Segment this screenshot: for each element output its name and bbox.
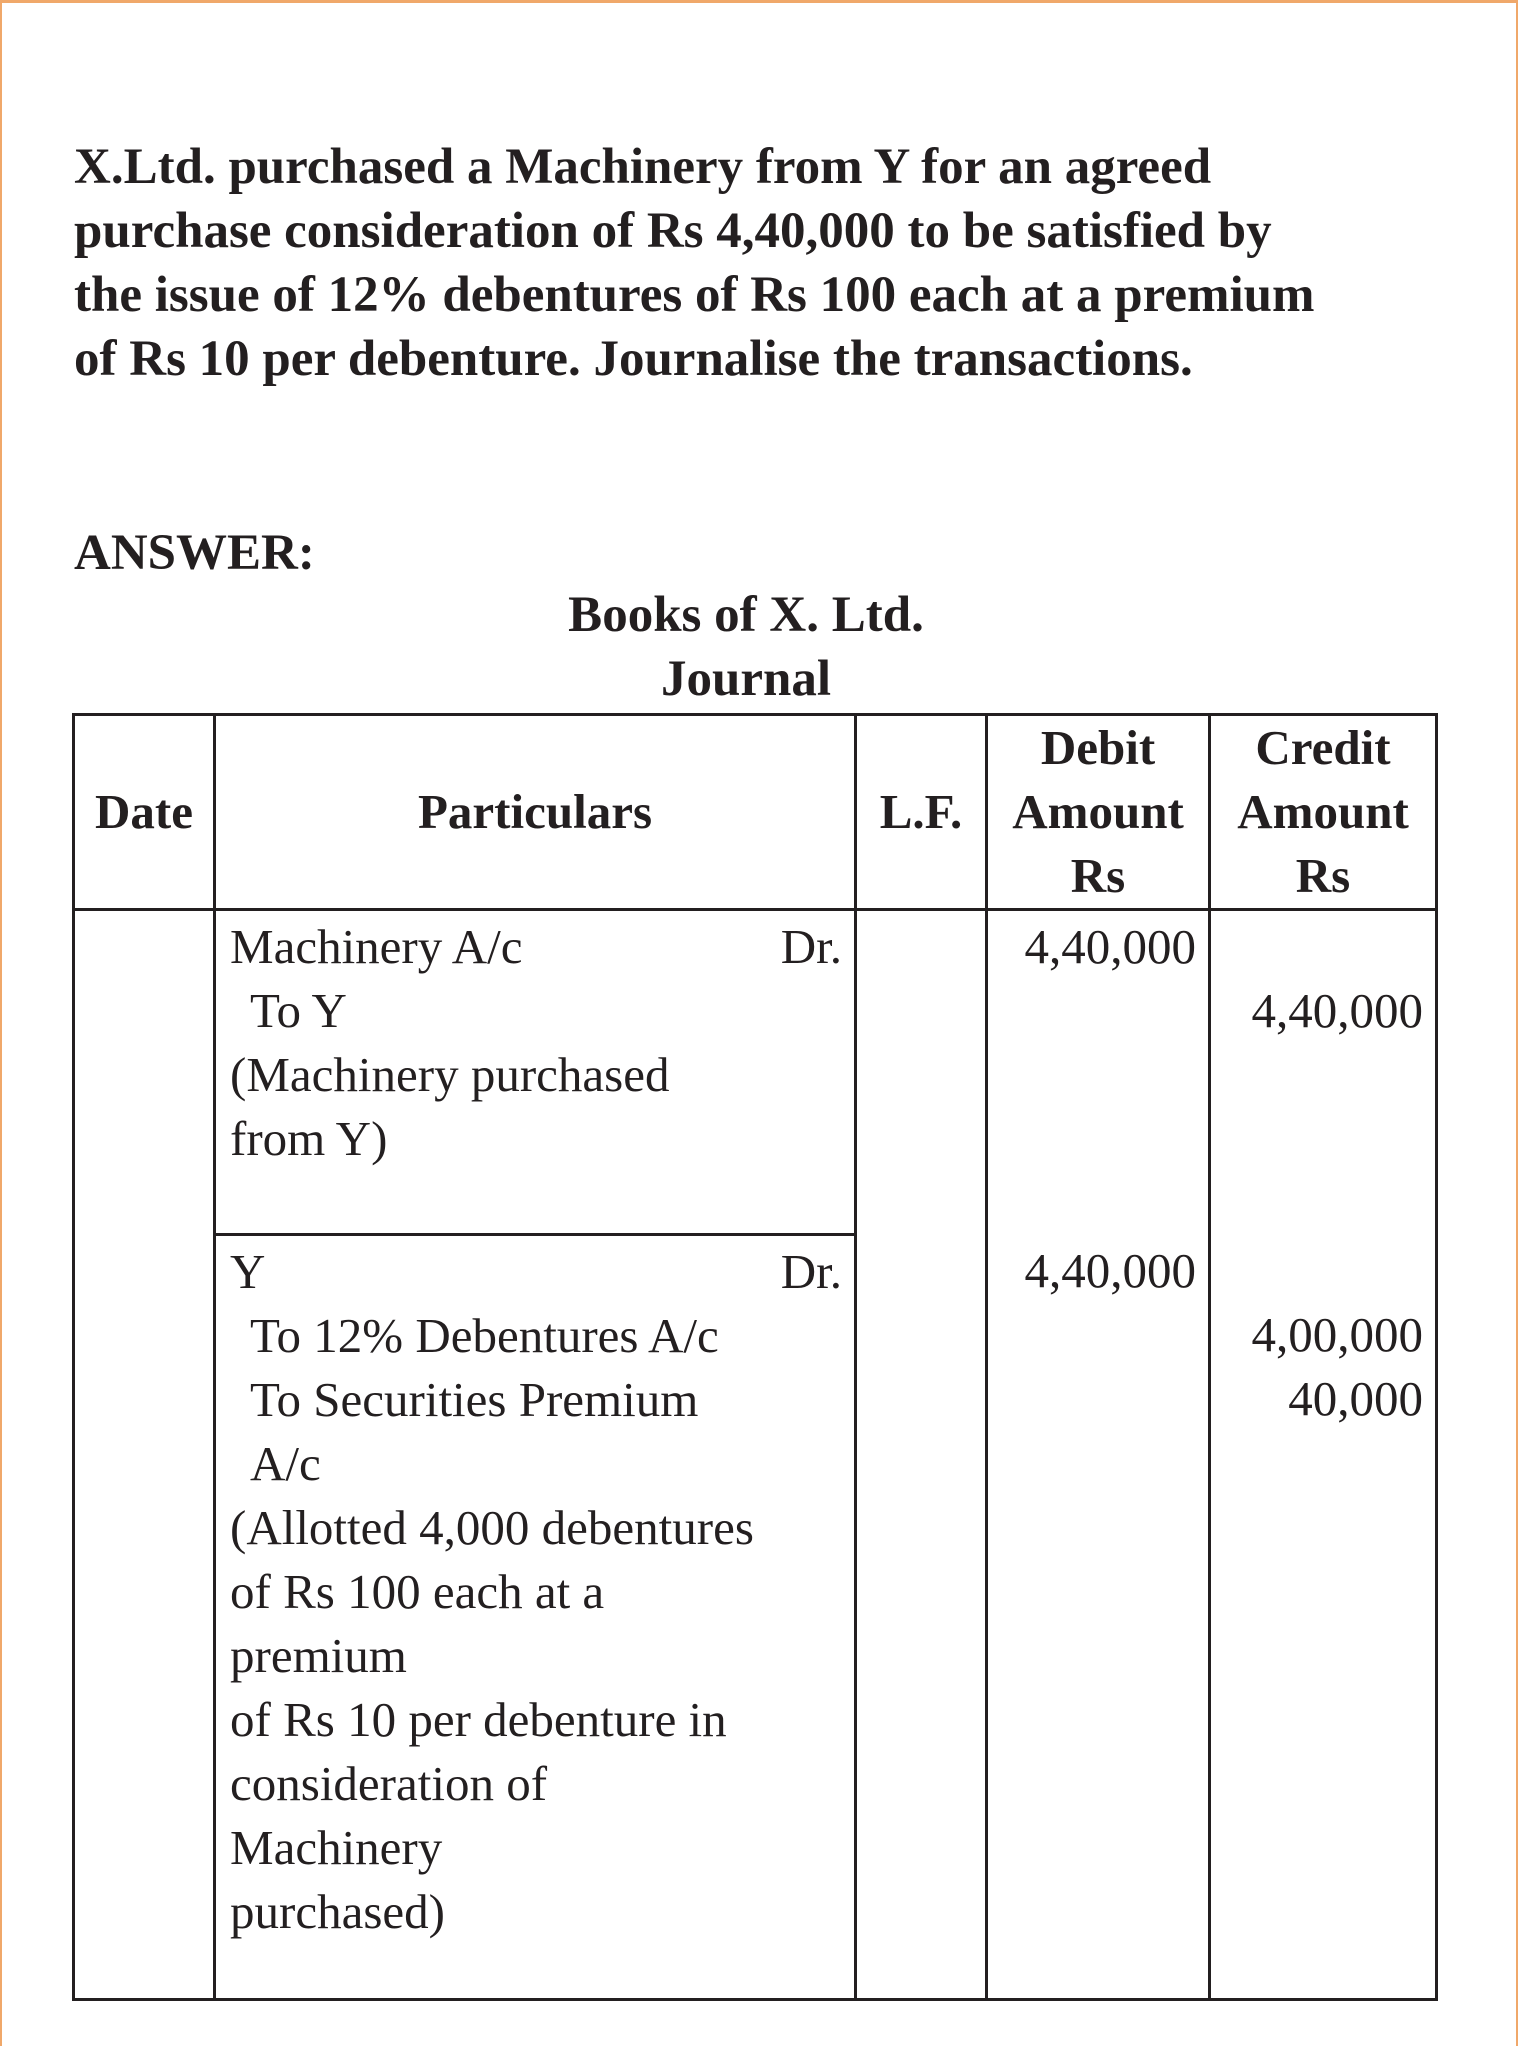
books-title: Books of X. Ltd. bbox=[568, 587, 924, 643]
narration-line: of Rs 10 per debenture in bbox=[230, 1692, 727, 1747]
narration-line: (Machinery purchased bbox=[230, 1047, 670, 1102]
dr-label: Dr. bbox=[780, 1244, 842, 1299]
debit-amount: 4,40,000 bbox=[1024, 919, 1196, 974]
question-line: of Rs 10 per debenture. Journalise the transactions. bbox=[74, 331, 1193, 387]
credit-amount-cell bbox=[1210, 910, 1437, 1235]
question-line: purchase consideration of Rs 4,40,000 to be satisfied by bbox=[74, 203, 1272, 259]
header-credit bbox=[1210, 715, 1437, 910]
header-date: Date bbox=[74, 715, 215, 910]
narration-line: of Rs 100 each at a bbox=[230, 1564, 605, 1619]
header-row bbox=[74, 715, 1437, 910]
credit-account: To 12% Debentures A/c bbox=[250, 1308, 719, 1363]
debit-line bbox=[230, 1240, 842, 1304]
table-row bbox=[74, 1235, 1437, 2000]
question-line: the issue of 12% debentures of Rs 100 each at a premium bbox=[74, 267, 1315, 323]
journal-table bbox=[72, 713, 1438, 2001]
header-debit-line: Debit bbox=[1040, 720, 1156, 775]
question-line: X.Ltd. purchased a Machinery from Y for an agreed bbox=[74, 139, 1212, 195]
table-row bbox=[74, 910, 1437, 1235]
particulars-cell bbox=[215, 910, 856, 1235]
dr-label: Dr. bbox=[780, 919, 842, 974]
credit-amount-cell bbox=[1210, 1235, 1437, 2000]
header-debit bbox=[987, 715, 1210, 910]
spacer bbox=[1211, 915, 1423, 979]
narration-line: premium bbox=[230, 1628, 407, 1683]
header-debit-line: Rs bbox=[1070, 848, 1126, 903]
credit-account: To Securities Premium bbox=[250, 1372, 699, 1427]
answer-label: ANSWER: bbox=[74, 525, 315, 581]
credit-account: A/c bbox=[250, 1436, 321, 1491]
debit-account: Machinery A/c bbox=[230, 919, 523, 974]
debit-line bbox=[230, 915, 842, 979]
credit-amount: 4,00,000 bbox=[1251, 1306, 1423, 1362]
credit-amount: 40,000 bbox=[1288, 1370, 1423, 1426]
header-lf: L.F. bbox=[856, 715, 987, 910]
narration-line: purchased) bbox=[230, 1884, 445, 1939]
question-text bbox=[74, 135, 1474, 391]
debit-amount: 4,40,000 bbox=[1024, 1242, 1196, 1298]
credit-account: To Y bbox=[250, 983, 347, 1038]
date-cell bbox=[74, 1235, 215, 2000]
debit-account: Y bbox=[230, 1244, 266, 1299]
journal-title: Journal bbox=[660, 651, 832, 707]
header-particulars: Particulars bbox=[215, 715, 856, 910]
lf-cell bbox=[856, 910, 987, 1235]
header-credit-line: Credit bbox=[1255, 720, 1391, 775]
narration-line: Machinery bbox=[230, 1820, 443, 1875]
particulars-cell bbox=[215, 1235, 856, 2000]
header-debit-line: Amount bbox=[1012, 784, 1184, 839]
narration-line: consideration of bbox=[230, 1756, 548, 1811]
debit-amount-cell bbox=[987, 1235, 1210, 2000]
lf-cell bbox=[856, 1235, 987, 2000]
spacer bbox=[1211, 1239, 1423, 1303]
header-credit-line: Rs bbox=[1295, 848, 1351, 903]
debit-amount-cell bbox=[987, 910, 1210, 1235]
narration-line: from Y) bbox=[230, 1111, 388, 1166]
credit-amount: 4,40,000 bbox=[1251, 983, 1423, 1038]
date-cell bbox=[74, 910, 215, 1235]
narration-line: (Allotted 4,000 debentures bbox=[230, 1500, 754, 1555]
header-credit-line: Amount bbox=[1237, 784, 1409, 839]
